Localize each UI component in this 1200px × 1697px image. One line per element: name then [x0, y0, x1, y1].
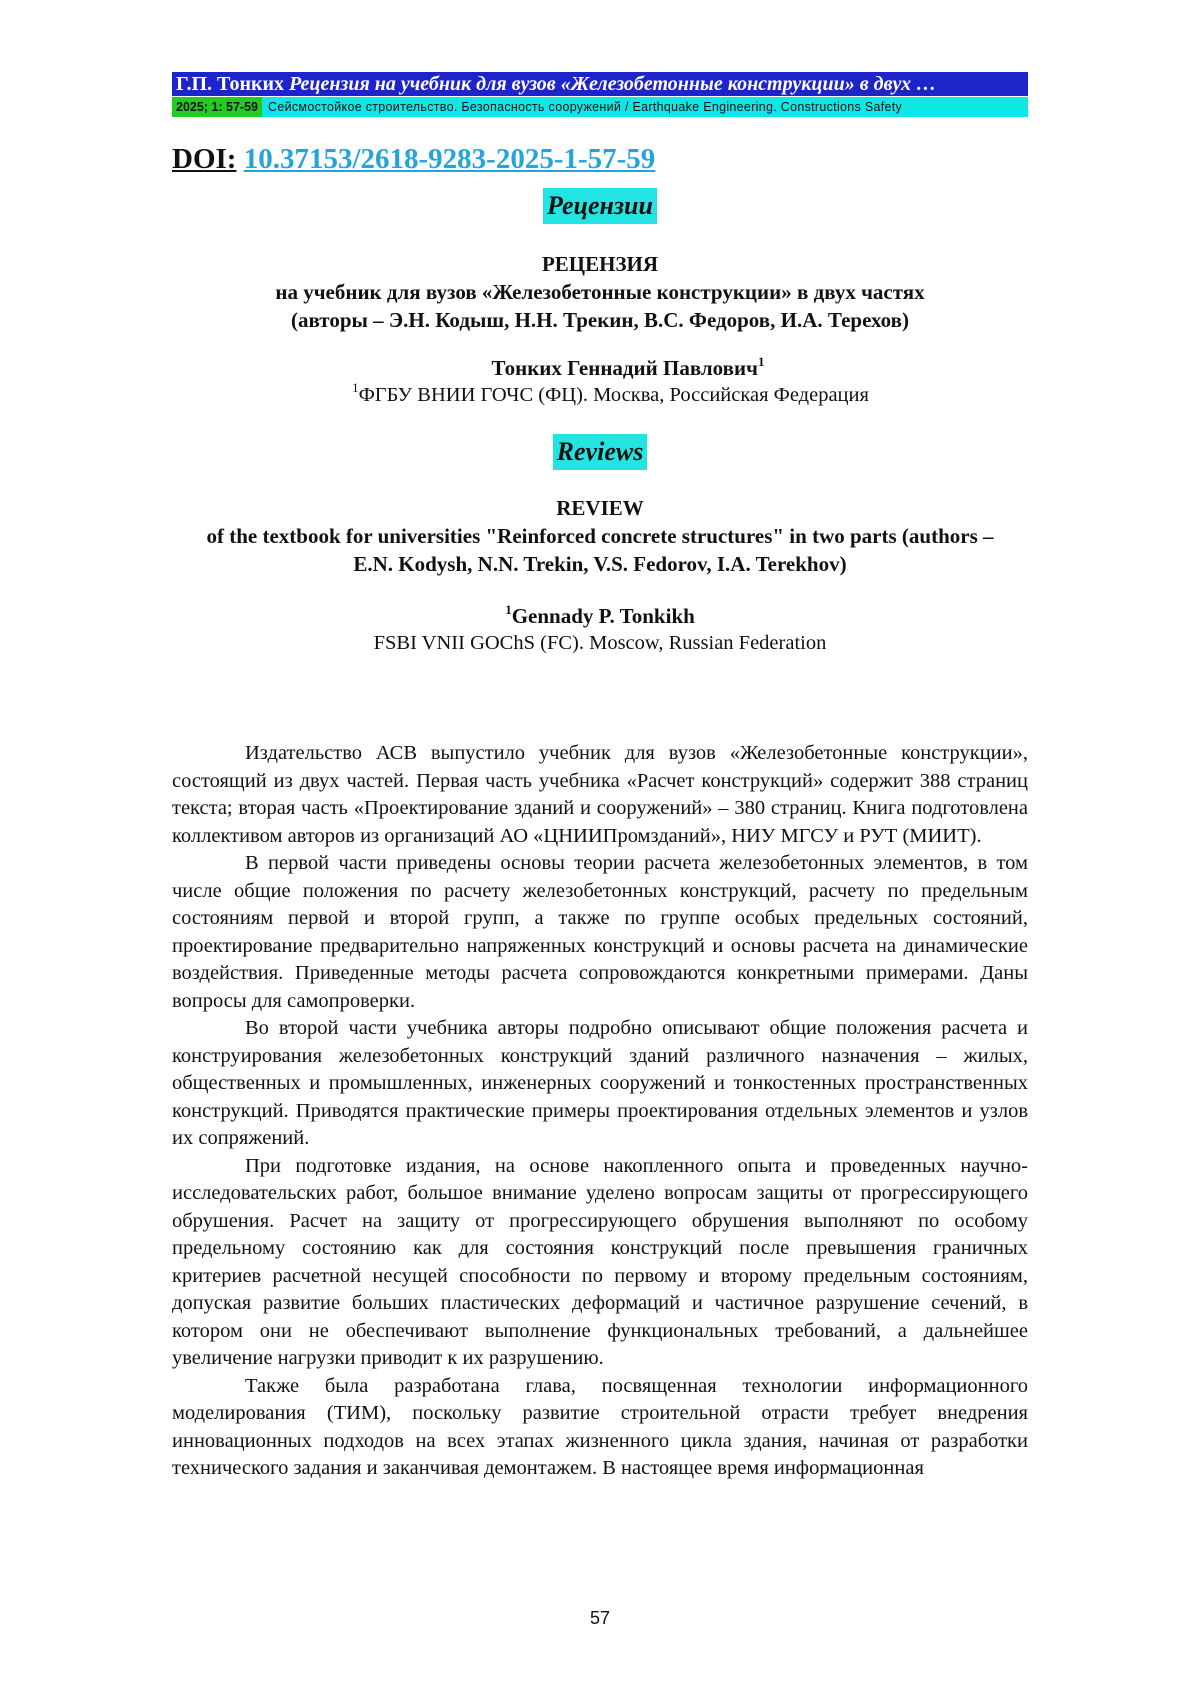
ru-heading: РЕЦЕНЗИЯ: [172, 250, 1028, 278]
en-author: 1Gennady P. Tonkikh: [172, 602, 1028, 630]
doi-line: [172, 143, 655, 176]
page-number: 57: [0, 1608, 1200, 1629]
en-author-block: [172, 602, 1028, 657]
paragraph-4: При подготовке издания, на основе накопленного опыта и проведенных научно-исследовательских работ, большое внимание уделено вопросам защиты от прогрессирующего обрушения. Расчет на защиту от прогрессирующего обрушения выполняют по особому предельному состоянию как для состояния конструкций после превышения граничных критериев расчетной несущей способности по первому и второму предельным состояниям, допуская развитие больших пластических деформаций и частичное разрушение сечений, в котором они не обеспечивают выполнение функциональных требований, а дальнейшее увеличение нагрузки приводит к их разрушению.: [172, 1153, 1028, 1373]
running-header-title: Рецензия на учебник для вузов «Железобетонные конструкции» в двух …: [289, 73, 936, 95]
running-header-title-bar: [172, 72, 1028, 96]
ru-subtitle-2: (авторы – Э.Н. Кодыш, Н.Н. Трекин, В.С. Федоров, И.А. Терехов): [172, 306, 1028, 334]
ru-author: Тонких Геннадий Павлович1: [200, 354, 1056, 382]
paragraph-5: Также была разработана глава, посвященная технологии информационного моделирования (ТИМ), поскольку развитие строительной отрасти требует внедрения инновационных подходов на всех этапах жизненного цикла здания, начиная от разработки технического задания и заканчивая демонтажем. В настоящее время информационная: [172, 1373, 1028, 1483]
paragraph-3: Во второй части учебника авторы подробно описывают общие положения расчета и конструирования железобетонных конструкций зданий различного назначения – жилых, общественных и промышленных, инженерных сооружений и тонкостенных пространственных конструкций. Приводятся практические примеры проектирования отдельных элементов и узлов их сопряжений.: [172, 1015, 1028, 1153]
en-affiliation: FSBI VNII GOChS (FC). Moscow, Russian Federation: [172, 630, 1028, 657]
issue-badge: 2025; 1: 57-59: [172, 97, 262, 117]
running-header-author: Г.П. Тонких: [176, 73, 284, 95]
ru-title-block: [172, 250, 1028, 334]
doi-label: DOI:: [172, 143, 236, 175]
en-subtitle-2: E.N. Kodysh, N.N. Trekin, V.S. Fedorov, I.A. Terekhov): [172, 550, 1028, 578]
ru-author-block: [200, 354, 1056, 409]
ru-affiliation: 1ФГБУ ВНИИ ГОЧС (ФЦ). Москва, Российская Федерация: [165, 382, 1056, 409]
paragraph-2: В первой части приведены основы теории расчета железобетонных элементов, в том числе общие положения по расчету железобетонных конструкций, расчету по предельным состояниям первой и второй групп, а также по группе особых предельных состояний, проектирование предварительно напряженных конструкций и основы расчета на динамические воздействия. Приведенные методы расчета сопровождаются конкретными примерами. Даны вопросы для самопроверки.: [172, 850, 1028, 1015]
section-label-en-text: Reviews: [553, 434, 648, 470]
paragraph-1: Издательство АСВ выпустило учебник для вузов «Железобетонные конструкции», состоящий из двух частей. Первая часть учебника «Расчет конструкций» содержит 388 страниц текста; вторая часть «Проектирование зданий и сооружений» – 380 страниц. Книга подготовлена коллективом авторов из организаций АО «ЦНИИПромзданий», НИУ МГСУ и РУТ (МИИТ).: [172, 740, 1028, 850]
running-header-journal-bar: [172, 97, 1028, 117]
en-subtitle-1: of the textbook for universities "Reinforced concrete structures" in two parts (authors –: [172, 522, 1028, 550]
ru-subtitle-1: на учебник для вузов «Железобетонные конструкции» в двух частях: [172, 278, 1028, 306]
journal-name: Сейсмостойкое строительство. Безопасность сооружений / Earthquake Engineering. Constructions Safety: [262, 100, 902, 114]
doi-link[interactable]: 10.37153/2618-9283-2025-1-57-59: [244, 143, 656, 175]
section-label-ru-text: Рецензии: [543, 188, 657, 224]
en-heading: REVIEW: [172, 494, 1028, 522]
section-label-en: [0, 434, 1200, 470]
body-text: [172, 740, 1028, 1483]
section-label-ru: [0, 188, 1200, 224]
en-title-block: [172, 494, 1028, 578]
